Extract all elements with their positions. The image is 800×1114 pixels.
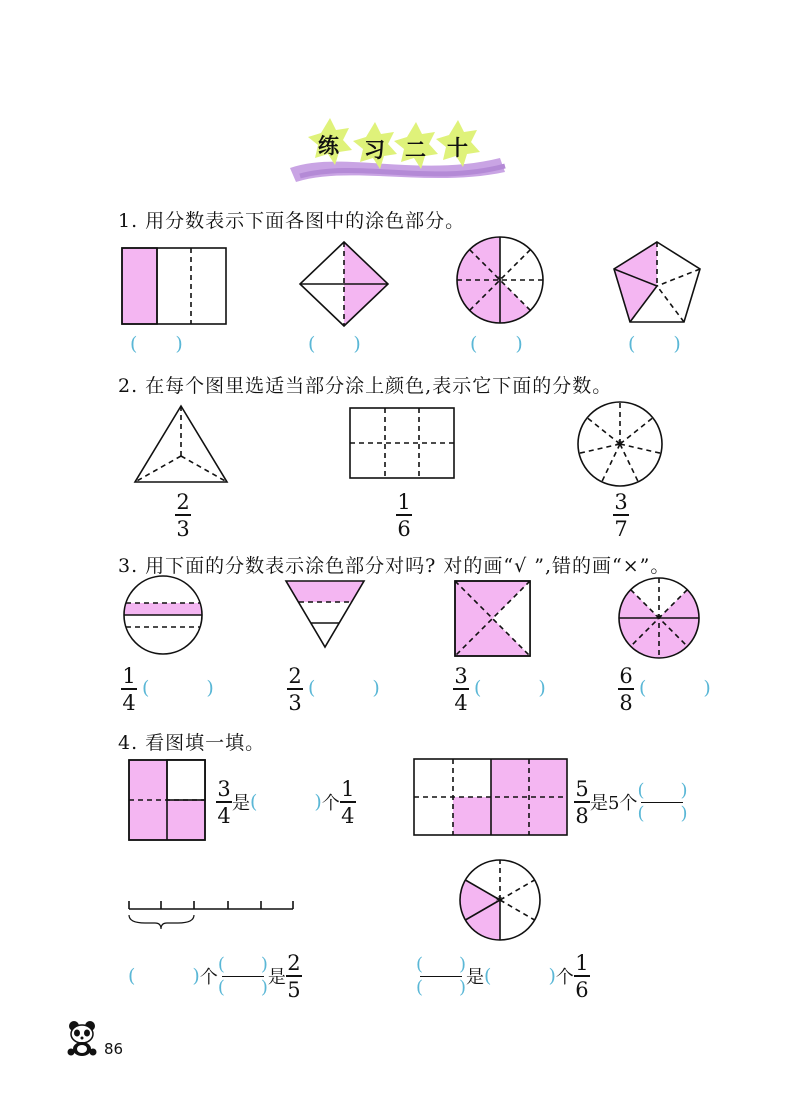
svg-text:*: * <box>616 438 622 452</box>
q4b-text: 是5个 <box>590 793 638 815</box>
q4c-row <box>128 952 302 1001</box>
q4c-shi: 是 <box>267 967 286 989</box>
q3-figures <box>0 575 800 675</box>
q2-figures <box>0 402 800 492</box>
q3-fraction-4: 6 8 <box>619 664 633 715</box>
q4b-fraction: $\frac{5}{8}$ <box>575 777 589 828</box>
q4d-row <box>416 952 590 1001</box>
q3-circle-eighths <box>619 578 699 658</box>
q1-answer-3[interactable]: ( ) <box>470 333 523 355</box>
q3-answer-3[interactable]: ( ) <box>474 677 546 699</box>
q4-number-line <box>129 901 293 929</box>
q4b-row <box>574 778 688 827</box>
svg-text:*: * <box>496 894 502 908</box>
header-char-2: 习 <box>364 138 385 162</box>
q4-title: 4. 看图填一填。 <box>118 732 266 754</box>
q3-fraction-3: 3 4 <box>454 664 468 715</box>
q2-title: 2. 在每个图里选适当部分涂上颜色,表示它下面的分数。 <box>118 375 613 397</box>
q3-title: 3. 用下面的分数表示涂色部分对吗? 对的画“√ ”,错的画“×”。 <box>118 555 671 577</box>
panda-icon <box>62 1018 102 1058</box>
q4c-blank[interactable]: ( ) <box>128 965 200 988</box>
q4-rectangle <box>414 759 567 835</box>
q3-square <box>455 581 530 656</box>
q3-triangle <box>286 581 364 647</box>
q2-fraction-3: 3 7 <box>614 490 628 541</box>
header-char-4: 十 <box>447 136 468 160</box>
q4c-ge: 个 <box>199 967 218 989</box>
q4d-fraction: $\frac{1}{6}$ <box>575 951 589 1002</box>
q2-fraction-1: 2 3 <box>176 490 190 541</box>
q3-fraction-2: 2 3 <box>288 664 302 715</box>
q4b-blank-fraction[interactable]: ( ) ( ) <box>637 779 688 825</box>
q4c-blank-fraction[interactable]: ( ) ( ) <box>217 953 268 999</box>
q2-fraction-2: 1 6 <box>397 490 411 541</box>
svg-text:*: * <box>655 612 661 626</box>
svg-text:*: * <box>496 274 502 288</box>
q4a-fraction: $\frac{3}{4}$ <box>217 777 231 828</box>
q4a-ge: 个 <box>321 793 340 815</box>
q4d-blank-fraction[interactable]: ( ) ( ) <box>416 953 467 999</box>
q1-answer-4[interactable]: ( ) <box>628 333 681 355</box>
header-char-3: 二 <box>405 138 426 162</box>
q4a-shi: 是 <box>232 793 250 815</box>
q2-circle <box>578 402 662 486</box>
header-char-1: 练 <box>318 134 339 158</box>
q4a-row <box>216 778 356 827</box>
q1-pentagon <box>614 242 700 322</box>
header-banner <box>0 0 800 200</box>
q3-answer-1[interactable]: ( ) <box>142 677 214 699</box>
q4a-fraction-2: $\frac{1}{4}$ <box>341 777 355 828</box>
q3-fraction-1: 1 4 <box>122 664 136 715</box>
q2-rectangle <box>350 408 454 478</box>
q3-answer-2[interactable]: ( ) <box>308 677 380 699</box>
q4c-fraction: $\frac{2}{5}$ <box>287 951 301 1002</box>
q1-title: 1. 用分数表示下面各图中的涂色部分。 <box>118 210 466 232</box>
q3-answer-4[interactable]: ( ) <box>639 677 711 699</box>
q4-square <box>129 760 205 840</box>
q1-rect-shaded <box>122 248 157 324</box>
q1-answer-1[interactable]: ( ) <box>130 333 183 355</box>
q1-answer-2[interactable]: ( ) <box>308 333 361 355</box>
q2-triangle <box>135 406 227 482</box>
q4a-blank[interactable]: ( ) <box>250 791 322 814</box>
q4d-shi: 是 <box>466 967 485 989</box>
page-number: 86 <box>104 1040 124 1058</box>
q1-circle <box>457 237 543 323</box>
q4-circle-sixths <box>460 860 540 940</box>
q4d-blank[interactable]: ( ) <box>484 965 556 988</box>
q4d-ge: 个 <box>555 967 574 989</box>
q3-circle-strips <box>123 576 203 654</box>
